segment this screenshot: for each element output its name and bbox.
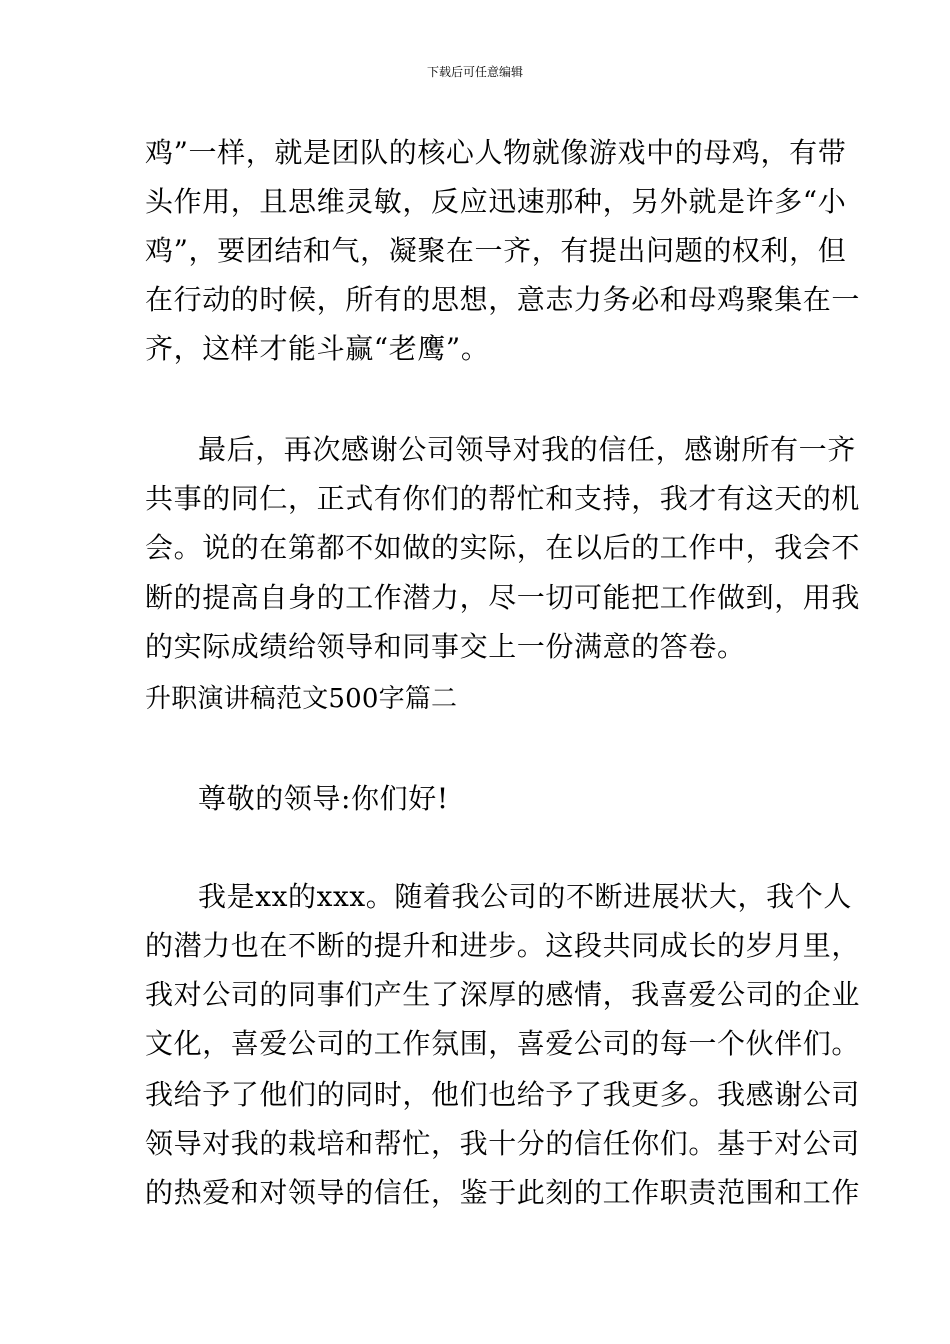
paragraph-line: 会。说的在第都不如做的实际，在以后的工作中，我会不 — [145, 531, 861, 564]
paragraph-line: 齐，这样才能斗赢“老鹰”。 — [145, 332, 490, 365]
page-header: 下载后可任意编辑 — [426, 65, 523, 79]
paragraph-line: 在行动的时候，所有的思想，意志力务必和母鸡聚集在一 — [145, 283, 861, 316]
paragraph-line: 最后，再次感谢公司领导对我的信任，感谢所有一齐 — [198, 433, 856, 466]
paragraph-line: 的热爱和对领导的信任，鉴于此刻的工作职责范围和工作 — [145, 1176, 861, 1209]
paragraph-line: 头作用，且思维灵敏，反应迅速那种，另外就是许多“小 — [145, 185, 847, 218]
paragraph-line: 鸡”一样，就是团队的核心人物就像游戏中的母鸡，有带 — [145, 136, 847, 169]
paragraph-line: 文化，喜爱公司的工作氛围，喜爱公司的每一个伙伴们。 — [145, 1027, 861, 1060]
section-title: 升职演讲稿范文500字篇二 — [145, 684, 458, 714]
paragraph-line: 的实际成绩给领导和同事交上一份满意的答卷。 — [145, 630, 746, 663]
paragraph-line: 共事的同仁，正式有你们的帮忙和支持，我才有这天的机 — [145, 482, 861, 515]
greeting: 尊敬的领导:你们好! — [198, 782, 449, 815]
paragraph-line: 的潜力也在不断的提升和进步。这段共同成长的岁月里， — [145, 929, 861, 962]
paragraph-line: 断的提高自身的工作潜力，尽一切可能把工作做到，用我 — [145, 581, 861, 614]
paragraph-line: 我对公司的同事们产生了深厚的感情，我喜爱公司的企业 — [145, 978, 861, 1011]
paragraph-line: 鸡”，要团结和气，凝聚在一齐，有提出问题的权利，但 — [145, 234, 847, 267]
paragraph-line: 领导对我的栽培和帮忙，我十分的信任你们。基于对公司 — [145, 1127, 861, 1160]
paragraph-line: 我给予了他们的同时，他们也给予了我更多。我感谢公司 — [145, 1078, 861, 1111]
paragraph-line: 我是xx的xxx。随着我公司的不断进展状大，我个人 — [198, 880, 852, 913]
